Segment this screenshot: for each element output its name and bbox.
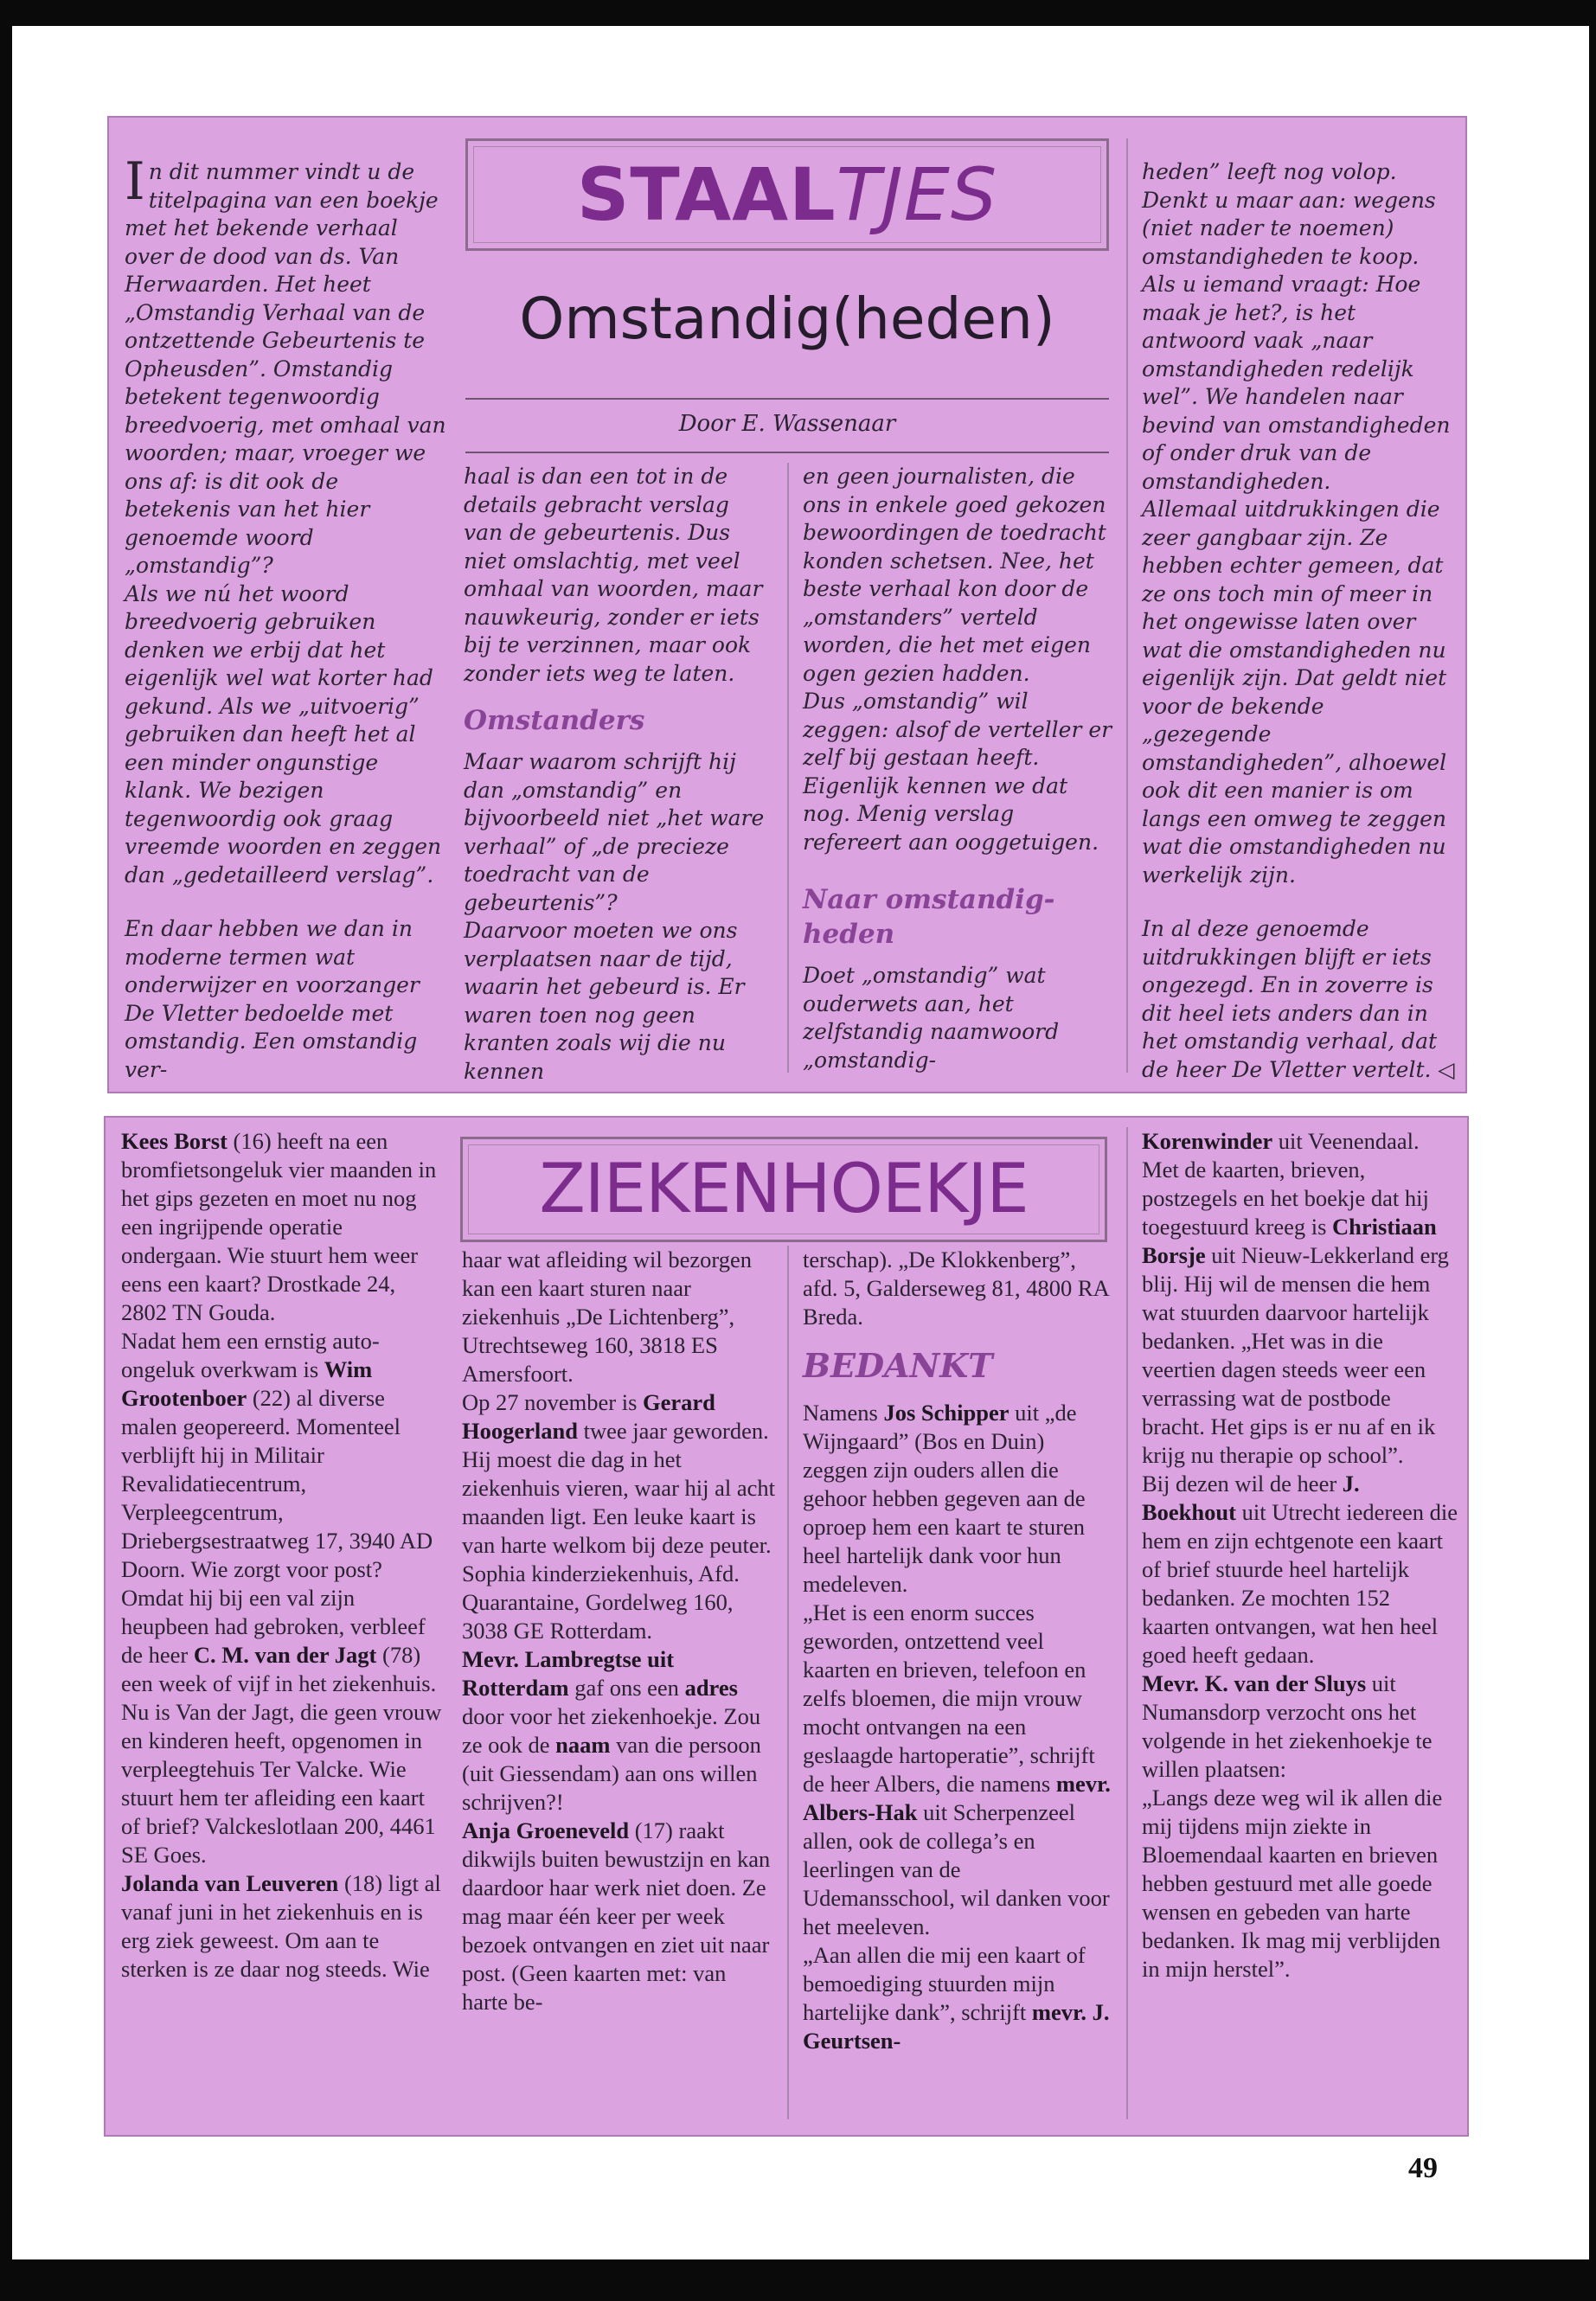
ziekenhoekje-masthead <box>460 1137 1107 1242</box>
paragraph: Bij dezen wil de heer J. Boekhout uit Utrecht iedereen die hem en zijn echtgenote een kaart of brief stuurde heel hartelijk bedanken. Ze mochten 152 kaarten ontvangen, wat hen heel goed heeft gedaan. <box>1142 1471 1458 1668</box>
paragraph: Doet „omstandig” wat ouderwets aan, het zelfstandig naamwoord „omstandig- <box>803 963 1060 1073</box>
staaltjes-column-4 <box>1142 158 1455 1084</box>
paragraph: haar wat afleiding wil bezorgen kan een kaart sturen naar ziekenhuis „De Lichtenberg”, Utrechtseweg 160, 3818 ES Amersfoort. <box>462 1247 753 1387</box>
scan-top-edge <box>0 0 1596 26</box>
staaltjes-column-2 <box>464 463 773 1086</box>
paragraph: Jolanda van Leuveren (18) ligt al vanaf juni in het ziekenhuis en is erg ziek geweest. Om aan te sterken is ze daar nog steeds. Wie <box>121 1870 441 1982</box>
subheading: Omstanders <box>464 705 645 736</box>
paragraph: Kees Borst (16) heeft na een bromfietsongeluk vier maanden in het gips gezeten en moet nu nog een ingrijpende operatie ondergaan. Wie stuurt hem weer eens een kaart? Drostkade 24, 2802 TN Gouda. <box>121 1128 437 1325</box>
scan-left-edge <box>0 0 12 2301</box>
paragraph: terschap). „De Klokkenberg”, afd. 5, Galderseweg 81, 4800 RA Breda. <box>803 1247 1109 1330</box>
paragraph: „Aan allen die mij een kaart of bemoediging stuurden mijn hartelijke dank”, schrijft mevr. J. Geurtsen- <box>803 1942 1110 2054</box>
drop-cap: I <box>125 151 145 212</box>
paragraph: Maar waarom schrijft hij dan „omstandig” en bijvoorbeeld niet „het ware verhaal” of „de precieze toedracht van de gebeurtenis”? <box>464 749 765 915</box>
paragraph: haal is dan een tot in de details gebracht verslag van de gebeurtenis. Dus niet omslachtig, met veel omhaal van woorden, maar nauwkeurig, zonder er iets bij te verzinnen, maar ook zonder iets weg te laten. <box>464 464 763 686</box>
paragraph: en geen journalisten, die ons in enkele goed gekozen bewoordingen de toedracht konden schetsen. Nee, het beste verhaal kon door de „omstanders” verteld worden, die het met eigen ogen gezien hadden. <box>803 464 1106 686</box>
ziekenhoekje-column-3 <box>803 1246 1114 2055</box>
paragraph: Nadat hem een ernstig auto-ongeluk overkwam is Wim Grootenboer (22) al diverse malen geopereerd. Momenteel verblijft hij in Militair Revalidatiecentrum, Verpleegcentrum, Driebergsestraatweg 17, 3940 AD Doorn. Wie zorgt voor post? <box>121 1328 433 1582</box>
paragraph: Daarvoor moeten we ons verplaatsen naar de tijd, waarin het gebeurd is. Er waren toen nog geen kranten zoals wij die nu kennen <box>464 918 745 1084</box>
paragraph: Allemaal uitdrukkingen die zeer gangbaar zijn. Ze hebben echter gemeen, dat ze ons toch min of meer in het ongewisse laten over wat die omstandigheden nu eigenlijk zijn. Dat geldt niet voor de bekende „gezegende omstandigheden”, alhoewel ook dit een manier is om langs een omweg te zeggen wat die omstandigheden nu werkelijk zijn. <box>1142 497 1447 888</box>
ziekenhoekje-column-4 <box>1142 1127 1458 1984</box>
scan-bottom-edge <box>0 2259 1596 2301</box>
paragraph: heden” leeft nog volop. Denkt u maar aan: wegens (niet nader te noemen) omstandigheden te koop. Als u iemand vraagt: Hoe maak je het?, is het antwoord vaak „naar omstandigheden redelijk wel”. We handelen naar bevind van omstandigheden of onder druk van de omstandigheden. <box>1142 159 1451 494</box>
scan-right-edge <box>1589 0 1596 2301</box>
paragraph: En daar hebben we dan in moderne termen wat onderwijzer en voorzanger De Vletter bedoelde met omstandig. Een omstandig ver- <box>125 916 420 1082</box>
staaltjes-masthead <box>465 138 1109 251</box>
column-divider <box>1126 1127 1128 2119</box>
paragraph: Namens Jos Schipper uit „de Wijngaard” (Bos en Duin) zeggen zijn ouders allen die gehoor hebben gegeven aan de oproep hem een kaart te sturen heel hartelijk dank voor hun medeleven. <box>803 1400 1086 1597</box>
column-divider <box>787 1246 789 2119</box>
intro-paragraph: In dit nummer vindt u de titelpagina van een boekje met het bekende verhaal over de dood van ds. Van Herwaarden. Het heet „Omstandig Verhaal van de ontzettende Gebeurtenis te Opheusden”. Omstandig betekent tegenwoordig breedvoerig, met omhaal van woorden; maar, vroeger we ons af: is dit ook de betekenis van het hier genoemde woord „omstandig”? <box>125 151 446 578</box>
paragraph: Met de kaarten, brieven, postzegels en het boekje dat hij toegestuurd kreeg is Christiaan Borsje uit Nieuw-Lekkerland erg blij. Hij wil de mensen die hem wat stuurden daarvoor hartelijk bedanken. „Het was in die veertien dagen steeds weer een verrassing wat de postbode bracht. Het gips is er nu af en ik krijg nu therapie op school”. <box>1142 1157 1449 1468</box>
subheading-bedankt: BEDANKT <box>803 1346 993 1385</box>
article-headline: Omstandig(heden) <box>519 285 1055 352</box>
divider <box>465 452 1109 453</box>
paragraph: Korenwinder uit Veenendaal. <box>1142 1128 1420 1154</box>
column-divider <box>1126 138 1128 1073</box>
byline: Door E. Wassenaar <box>678 411 896 437</box>
paragraph: „Het is een enorm succes geworden, ontzettend veel kaarten en brieven, telefoon en zelfs bloemen, die mijn vrouw mocht ontvangen na een geslaagde hartoperatie”, schrijft de heer Albers, die namens mevr. Albers-Hak uit Scherpenzeel allen, ook de collega’s en leerlingen van de Udemansschool, wil danken voor het meeleven. <box>803 1599 1111 1939</box>
divider <box>465 398 1109 400</box>
page-number: 49 <box>1408 2152 1438 2184</box>
paragraph: Omdat hij bij een val zijn heupbeen had gebroken, verbleef de heer C. M. van der Jagt (78) een week of vijf in het ziekenhuis. Nu is Van der Jagt, die geen vrouw en kinderen heeft, opgenomen in verpleegtehuis Ter Valcke. Wie stuurt hem ter afleiding een kaart of brief? Valckeslotlaan 200, 4461 SE Goes. <box>121 1585 442 1868</box>
staaltjes-column-1 <box>125 151 446 1084</box>
ziekenhoekje-column-1 <box>121 1127 445 1984</box>
ziekenhoekje-column-2 <box>462 1246 775 2016</box>
column-divider <box>787 463 789 1073</box>
paragraph: Mevr. Lambregtse uit Rotterdam gaf ons een adres door voor het ziekenhoekje. Zou ze ook de naam van die persoon (uit Giessendam) aan ons willen schrijven?! <box>462 1646 761 1815</box>
paragraph: Dus „omstandig” wil zeggen: alsof de verteller er zelf bij gestaan heeft. Eigenlijk kennen we dat nog. Menig verslag refereert aan ooggetuigen. <box>803 689 1112 855</box>
paragraph: Mevr. K. van der Sluys uit Numansdorp verzocht ons het volgende in het ziekenhoekje te willen plaatsen: <box>1142 1670 1433 1782</box>
paragraph: Op 27 november is Gerard Hoogerland twee jaar geworden. Hij moest die dag in het ziekenhuis vieren, waar hij al acht maanden ligt. Een leuke kaart is van harte welkom bij deze peuter. Sophia kinderziekenhuis, Afd. Quarantaine, Gordelweg 160, 3038 GE Rotterdam. <box>462 1389 776 1644</box>
paragraph: Als we nú het woord breedvoerig gebruiken denken we erbij dat het eigenlijk wel wat korter had gekund. Als we „uitvoerig” gebruiken dan heeft het al een minder ongunstige klank. We bezigen tegenwoordig ook graag vreemde woorden en zeggen dan „gedetailleerd verslag”. <box>125 580 442 888</box>
paragraph: „Langs deze weg wil ik allen die mij tijdens mijn ziekte in Bloemendaal kaarten en brieven hebben gestuurd met alle goede wensen en gebeden van harte bedanken. Ik mag mij verblijden in mijn herstel”. <box>1142 1785 1443 1982</box>
paragraph: Anja Groeneveld (17) raakt dikwijls buiten bewustzijn en kan daardoor haar werk niet doen. Ze mag maar één keer per week bezoek ontvangen en ziet uit naar post. (Geen kaarten met: van harte be- <box>462 1817 771 2015</box>
staaltjes-column-3 <box>803 463 1116 1074</box>
section-title: STAALTJES <box>576 152 998 237</box>
subheading: Naar omstandig- heden <box>803 884 1055 950</box>
section-title: ZIEKENHOEKJE <box>539 1150 1029 1228</box>
paragraph: In al deze genoemde uitdrukkingen blijft er iets ongezegd. En in zoverre is dit heel iets anders dan in het omstandig verhaal, dat de heer De Vletter vertelt. ◁ <box>1142 916 1455 1082</box>
